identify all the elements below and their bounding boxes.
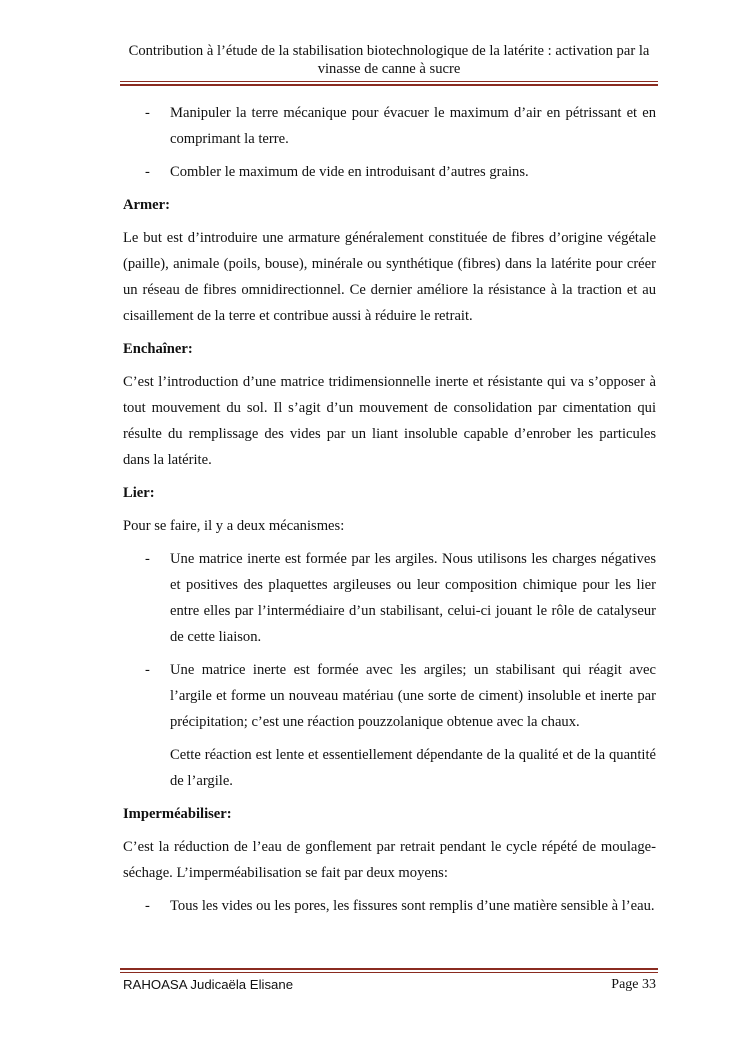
paragraph: Pour se faire, il y a deux mécanismes: [123,518,345,534]
section-heading-lier: Lier: [123,485,155,501]
list-item-text: Une matrice inerte est formée par les argiles. Nous utilisons les charges négatives et positives des plaquettes argileuses ou leur composition chimique pour les lier entre elles par l’intermédiaire d’un stabilisant, celui-ci jouant le rôle de catalyseur de cette liaison. [170,551,656,645]
footer-rule-thick [120,968,658,970]
list-item-text: Combler le maximum de vide en introduisant d’autres grains. [170,164,529,180]
section-heading-armer: Armer: [123,197,170,213]
section-heading-enchainer: Enchaîner: [123,341,193,357]
list-item [123,657,656,735]
paragraph: Le but est d’introduire une armature généralement constituée de fibres d’origine végétale (paille), animale (poils, bouse), minérale ou synthétique (fibres) dans la latérite pour créer un réseau de fibres omnidirectionnel. Ce dernier améliore la résistance à la traction et au cisaillement de la terre et contribue aussi à réduire le retrait. [123,230,656,324]
list-item [123,893,656,919]
list-item [123,159,656,185]
list-item [123,100,656,152]
header-rule-thin [120,81,658,82]
running-header: Contribution à l’étude de la stabilisation biotechnologique de la latérite : activation par la vinasse de canne à sucre [128,43,650,77]
list-item-text: Tous les vides ou les pores, les fissures sont remplis d’une matière sensible à l’eau. [170,898,655,914]
list-item-text: Une matrice inerte est formée avec les argiles; un stabilisant qui réagit avec l’argile et forme un nouveau matériau (une sorte de ciment) insoluble et inerte par précipitation; c’est une réaction pouzzolanique obtenue avec la chaux. [170,662,656,730]
indented-paragraph: Cette réaction est lente et essentiellement dépendante de la qualité et de la quantité de l’argile. [170,747,656,789]
section-heading-impermeabiliser: Imperméabiliser: [123,806,232,822]
paragraph: C’est la réduction de l’eau de gonflement par retrait pendant le cycle répété de moulage-séchage. L’imperméabilisation se fait par deux moyens: [123,839,656,881]
list-item [123,546,656,650]
footer-author: RAHOASA Judicaëla Elisane [123,977,294,992]
page-number: Page 33 [611,977,656,992]
bullet-dash: - [145,105,150,121]
list-item-text: Manipuler la terre mécanique pour évacuer le maximum d’air en pétrissant et en comprimant la terre. [170,105,656,147]
header-rule-thick [120,84,658,86]
bullet-dash: - [145,551,150,567]
bullet-dash: - [145,164,150,180]
footer-rule-thin [120,972,658,973]
body-text [123,100,656,926]
paragraph: C’est l’introduction d’une matrice tridimensionnelle inerte et résistante qui va s’opposer à tout mouvement du sol. Il s’agit d’un mouvement de consolidation par cimentation qui résulte du remplissage des vides par un liant insoluble capable d’enrober les particules dans la latérite. [123,374,656,468]
bullet-dash: - [145,662,150,678]
bullet-dash: - [145,898,150,914]
